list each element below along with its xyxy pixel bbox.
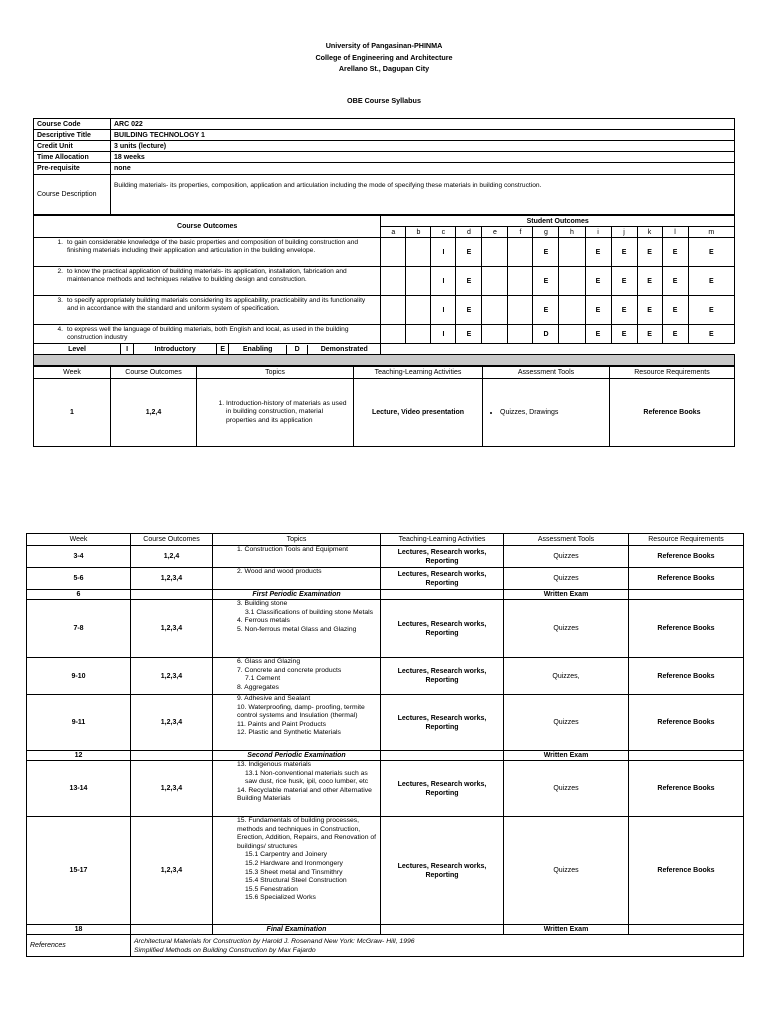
topic-item: 1. Construction Tools and Equipment (237, 546, 348, 553)
outcome-mark (559, 325, 585, 344)
assessment-tool: Written Exam (504, 751, 629, 761)
teaching-activities: Lectures, Research works, Reporting (381, 817, 504, 925)
topic-item: 3.1 Classifications of building stone Metals (245, 608, 374, 616)
address: Arellano St., Dagupan City (338, 64, 430, 73)
teaching-activities: Lectures, Research works, Reporting (381, 546, 504, 568)
outcome-mark (482, 267, 508, 296)
outcome-number: 1. (57, 239, 63, 246)
col-topics: Topics (213, 534, 381, 546)
outcome-mark (559, 238, 585, 267)
outcome-mark: E (688, 267, 734, 296)
course-outcome-ref: 1,2,3,4 (131, 761, 213, 817)
outcome-text: to specify appropriately building materials considering its applicability, practicability and its functionality and in accordance with the standard and uniform system of specification. (67, 297, 366, 312)
resource: Reference Books (629, 568, 744, 590)
outcome-mark: E (585, 296, 611, 325)
outcome-mark (381, 296, 406, 325)
references-label: References (27, 935, 131, 957)
outcome-mark: E (662, 296, 688, 325)
col-co: Course Outcomes (131, 534, 213, 546)
resource: Reference Books (629, 761, 744, 817)
col-at: Assessment Tools (504, 534, 629, 546)
outcome-mark: E (611, 238, 637, 267)
schedule-row (27, 817, 744, 925)
week-number: 9-11 (27, 695, 131, 751)
topic-item: 14. Recyclable material and other Alternative Building Materials (237, 786, 372, 803)
outcome-mark: E (611, 296, 637, 325)
topic-item: 6. Glass and Glazing (237, 658, 301, 665)
reference-1: Architectural Materials for Construction by Harold J. Rosenand New York: McGraw- Hill, 1996 (134, 937, 415, 945)
topic-item: 15.5 Fenestration (245, 885, 298, 893)
level-e-text: Enabling (229, 345, 287, 354)
level-i: I (121, 344, 134, 355)
assessment-tool: Written Exam (504, 590, 629, 600)
outcomes-matrix (33, 215, 735, 366)
outcome-mark: I (431, 238, 456, 267)
topic-item: 15.1 Carpentry and Joinery (245, 851, 327, 859)
teaching-activities: Lectures, Research works, Reporting (381, 761, 504, 817)
outcome-mark (508, 238, 533, 267)
course-outcome-ref (131, 751, 213, 761)
so-letter: h (559, 227, 585, 238)
teaching-activities: Lectures, Research works, Reporting (381, 600, 504, 658)
reference-2: Simplified Methods on Building Construction by Max Fajardo (134, 946, 316, 954)
so-letter: g (533, 227, 559, 238)
outcome-text-cell (34, 325, 381, 344)
outcome-mark: E (456, 325, 482, 344)
outcome-mark (508, 296, 533, 325)
outcome-text-cell (34, 296, 381, 325)
assessment-tool: Quizzes (504, 695, 629, 751)
so-letter: l (662, 227, 688, 238)
col-tla: Teaching-Learning Activities (354, 367, 483, 379)
topic-item: 13.1 Non-conventional materials such as saw dust, rice husk, ipil, coco lumber, etc (245, 769, 369, 786)
outcome-mark: D (533, 325, 559, 344)
outcome-mark (482, 325, 508, 344)
topic-item: 11. Paints and Paint Products (237, 720, 327, 728)
topics-cell (213, 695, 381, 751)
outcome-mark (406, 296, 431, 325)
col-rr: Resource Requirements (629, 534, 744, 546)
outcome-mark: E (611, 267, 637, 296)
so-letter: f (508, 227, 533, 238)
topic-item: 8. Aggregates (237, 683, 279, 691)
course-code: ARC 022 (111, 119, 735, 130)
teaching-activities: Lecture, Video presentation (354, 379, 483, 447)
course-description: Building materials- its properties, composition, application and articulation including the mode of specifying these materials in building construction. (111, 175, 735, 215)
schedule-row (27, 600, 744, 658)
week-number: 12 (27, 751, 131, 761)
syllabus-title: OBE Course Syllabus (347, 96, 421, 105)
topic-item: 5. Non-ferrous metal Glass and Glazing (237, 625, 357, 633)
topic-item: 4. Ferrous metals (237, 617, 290, 625)
level-d: D (287, 345, 308, 354)
outcome-mark: E (456, 296, 482, 325)
col-week: Week (27, 534, 131, 546)
week-number: 6 (27, 590, 131, 600)
week-number: 9-10 (27, 658, 131, 695)
outcome-rows (34, 238, 735, 344)
so-letter: m (688, 227, 734, 238)
assessment-item: • Quizzes, Drawings (500, 408, 606, 417)
week-number: 18 (27, 925, 131, 935)
topic-item: 15. Fundamentals of building processes, methods and techniques in Construction, Erection, Addition, Repairs, and Renovation of buildings/ structures (237, 817, 377, 850)
exam-row (27, 925, 744, 935)
exam-title: Second Periodic Examination (213, 751, 381, 761)
outcome-mark (406, 325, 431, 344)
topic-item: 10. Waterproofing, damp- proofing, termite control systems and Insulation (thermal) (237, 703, 365, 720)
outcome-mark: E (533, 267, 559, 296)
week1-table (33, 366, 735, 447)
so-letter: k (637, 227, 662, 238)
so-letter: a (381, 227, 406, 238)
outcome-mark: E (688, 325, 734, 344)
assessment-list (486, 408, 606, 417)
teaching-activities: Lectures, Research works, Reporting (381, 695, 504, 751)
resource (629, 751, 744, 761)
prerequisite: none (111, 163, 735, 175)
topic-item: 15.3 Sheet metal and Tinsmithry (245, 868, 343, 876)
outcome-mark (406, 238, 431, 267)
topic-item: 7. Concrete and concrete products (237, 666, 342, 674)
topic-item: 12. Plastic and Synthetic Materials (237, 729, 341, 737)
week-number: 13-14 (27, 761, 131, 817)
schedule-rows (27, 546, 744, 935)
outcome-mark: E (585, 325, 611, 344)
so-letter: j (611, 227, 637, 238)
col-week: Week (34, 367, 111, 379)
teaching-activities: Lectures, Research works, Reporting (381, 568, 504, 590)
topic-item: 13. Indigenous materials (237, 761, 312, 768)
student-outcomes-header: Student Outcomes (381, 216, 735, 227)
outcome-text: to know the practical application of building materials- its application, installation, fabrication and maintenance methods and techniques relative to building design and construction. (67, 268, 347, 283)
topics-cell (213, 658, 381, 695)
outcome-mark: E (688, 296, 734, 325)
course-title: BUILDING TECHNOLOGY 1 (111, 130, 735, 141)
course-outcome-ref: 1,2,3,4 (131, 817, 213, 925)
college-name: College of Engineering and Architecture (315, 52, 453, 62)
level-label: Level (34, 344, 121, 355)
time-label: Time Allocation (34, 152, 111, 163)
title-label: Descriptive Title (34, 130, 111, 141)
outcome-mark (381, 267, 406, 296)
assessment-tool: Quizzes (504, 817, 629, 925)
credit-label: Credit Unit (34, 141, 111, 152)
so-letter: c (431, 227, 456, 238)
separator-bar (34, 355, 735, 366)
topic-item: 2. Wood and wood products (237, 568, 322, 575)
outcome-mark (381, 325, 406, 344)
assessment-tool: Quizzes (504, 546, 629, 568)
topic-item: 15.6 Specialized Works (245, 894, 316, 902)
outcome-mark: E (662, 238, 688, 267)
week-number: 7-8 (27, 600, 131, 658)
outcome-mark (559, 267, 585, 296)
assessment-tool: Quizzes (504, 568, 629, 590)
col-tla: Teaching-Learning Activities (381, 534, 504, 546)
schedule-row (27, 546, 744, 568)
prereq-label: Pre-requisite (34, 163, 111, 175)
topic-list (200, 400, 350, 426)
exam-row (27, 590, 744, 600)
level-d-text: Demonstrated (320, 345, 368, 353)
topic-item: 15.4 Structural Steel Construction (245, 877, 347, 885)
col-co: Course Outcomes (111, 367, 197, 379)
exam-row (27, 751, 744, 761)
topics-cell (213, 761, 381, 817)
course-outcome-ref: 1,2,3,4 (131, 658, 213, 695)
outcome-row (34, 296, 735, 325)
outcome-mark: I (431, 296, 456, 325)
outcome-mark (482, 238, 508, 267)
col-rr: Resource Requirements (610, 367, 735, 379)
so-letter: e (482, 227, 508, 238)
outcome-mark (381, 238, 406, 267)
topics-cell (213, 546, 381, 568)
outcome-mark: E (662, 267, 688, 296)
outcome-mark: E (637, 325, 662, 344)
course-outcome-ref: 1,2,3,4 (131, 600, 213, 658)
schedule-row (27, 568, 744, 590)
outcome-row (34, 325, 735, 344)
course-outcome-ref: 1,2,3,4 (131, 568, 213, 590)
course-info-table (33, 118, 735, 215)
outcome-text: to gain considerable knowledge of the basic properties and composition of building construction and finishing materials including their application and articulation in the building envelope. (67, 239, 359, 254)
col-at: Assessment Tools (483, 367, 610, 379)
course-outcome-ref: 1,2,3,4 (131, 695, 213, 751)
outcome-mark: E (585, 238, 611, 267)
time-allocation: 18 weeks (111, 152, 735, 163)
outcome-mark: E (662, 325, 688, 344)
outcome-mark (508, 267, 533, 296)
outcome-mark: E (456, 267, 482, 296)
schedule-table (26, 533, 744, 957)
week-number: 15-17 (27, 817, 131, 925)
week-number: 3-4 (27, 546, 131, 568)
topic-item: 7.1 Cement (245, 675, 281, 683)
course-code-label: Course Code (34, 119, 111, 130)
teaching-activities: Lectures, Research works, Reporting (381, 658, 504, 695)
schedule-row (27, 695, 744, 751)
outcome-mark (508, 325, 533, 344)
assessment-tool: Quizzes (504, 761, 629, 817)
outcome-mark: I (431, 325, 456, 344)
teaching-activities (381, 590, 504, 600)
so-letter: i (585, 227, 611, 238)
resource (629, 590, 744, 600)
resource: Reference Books (610, 379, 735, 447)
outcome-mark: E (637, 238, 662, 267)
resource: Reference Books (629, 546, 744, 568)
outcome-number: 4. (57, 326, 63, 333)
outcome-mark: E (533, 238, 559, 267)
outcome-mark: E (585, 267, 611, 296)
topic-item: 15.2 Hardware and Ironmongery (245, 859, 343, 867)
outcome-text-cell (34, 238, 381, 267)
level-e: E (217, 344, 229, 355)
resource (629, 925, 744, 935)
resource: Reference Books (629, 695, 744, 751)
course-outcome-ref: 1,2,4 (111, 379, 197, 447)
document-header (0, 40, 768, 75)
outcome-number: 2. (57, 268, 63, 275)
topic-item: 9. Adhesive and Sealant (237, 695, 311, 702)
teaching-activities (381, 925, 504, 935)
outcome-mark: E (688, 238, 734, 267)
week-number: 1 (34, 379, 111, 447)
outcome-mark: E (611, 325, 637, 344)
resource: Reference Books (629, 817, 744, 925)
topics-cell (213, 568, 381, 590)
assessment-tool: Quizzes (504, 600, 629, 658)
assessment-tool: Written Exam (504, 925, 629, 935)
so-letter: b (406, 227, 431, 238)
outcome-mark: E (637, 296, 662, 325)
resource: Reference Books (629, 658, 744, 695)
course-outcome-ref (131, 590, 213, 600)
so-letter: d (456, 227, 482, 238)
topics-cell (213, 600, 381, 658)
outcome-mark: E (533, 296, 559, 325)
col-topics: Topics (197, 367, 354, 379)
week-number: 5-6 (27, 568, 131, 590)
topics-cell (213, 817, 381, 925)
outcome-mark (482, 296, 508, 325)
course-outcomes-header: Course Outcomes (34, 216, 381, 238)
resource: Reference Books (629, 600, 744, 658)
outcome-mark (406, 267, 431, 296)
credit-unit: 3 units (lecture) (111, 141, 735, 152)
outcome-row (34, 238, 735, 267)
outcome-mark (559, 296, 585, 325)
course-outcome-ref: 1,2,4 (131, 546, 213, 568)
outcome-text: to express well the language of building materials, both English and local, as used in the building construction industry (67, 326, 349, 341)
exam-title: Final Examination (213, 925, 381, 935)
topic-item: 3. Building stone (237, 600, 288, 607)
assessment-tool: Quizzes, (504, 658, 629, 695)
course-outcome-ref (131, 925, 213, 935)
topic-item: 1. Introduction-history of materials as used in building construction, material properties and its application (226, 400, 350, 426)
university-name: University of Pangasinan-PHINMA (325, 41, 443, 50)
teaching-activities (381, 751, 504, 761)
outcome-mark: E (456, 238, 482, 267)
references (131, 935, 744, 957)
exam-title: First Periodic Examination (213, 590, 381, 600)
level-i-text: Introductory (134, 344, 217, 355)
schedule-row (27, 658, 744, 695)
description-label: Course Description (34, 175, 111, 215)
outcome-mark: E (637, 267, 662, 296)
outcome-text-cell (34, 267, 381, 296)
outcome-mark: I (431, 267, 456, 296)
outcome-number: 3. (57, 297, 63, 304)
schedule-row (27, 761, 744, 817)
outcome-row (34, 267, 735, 296)
